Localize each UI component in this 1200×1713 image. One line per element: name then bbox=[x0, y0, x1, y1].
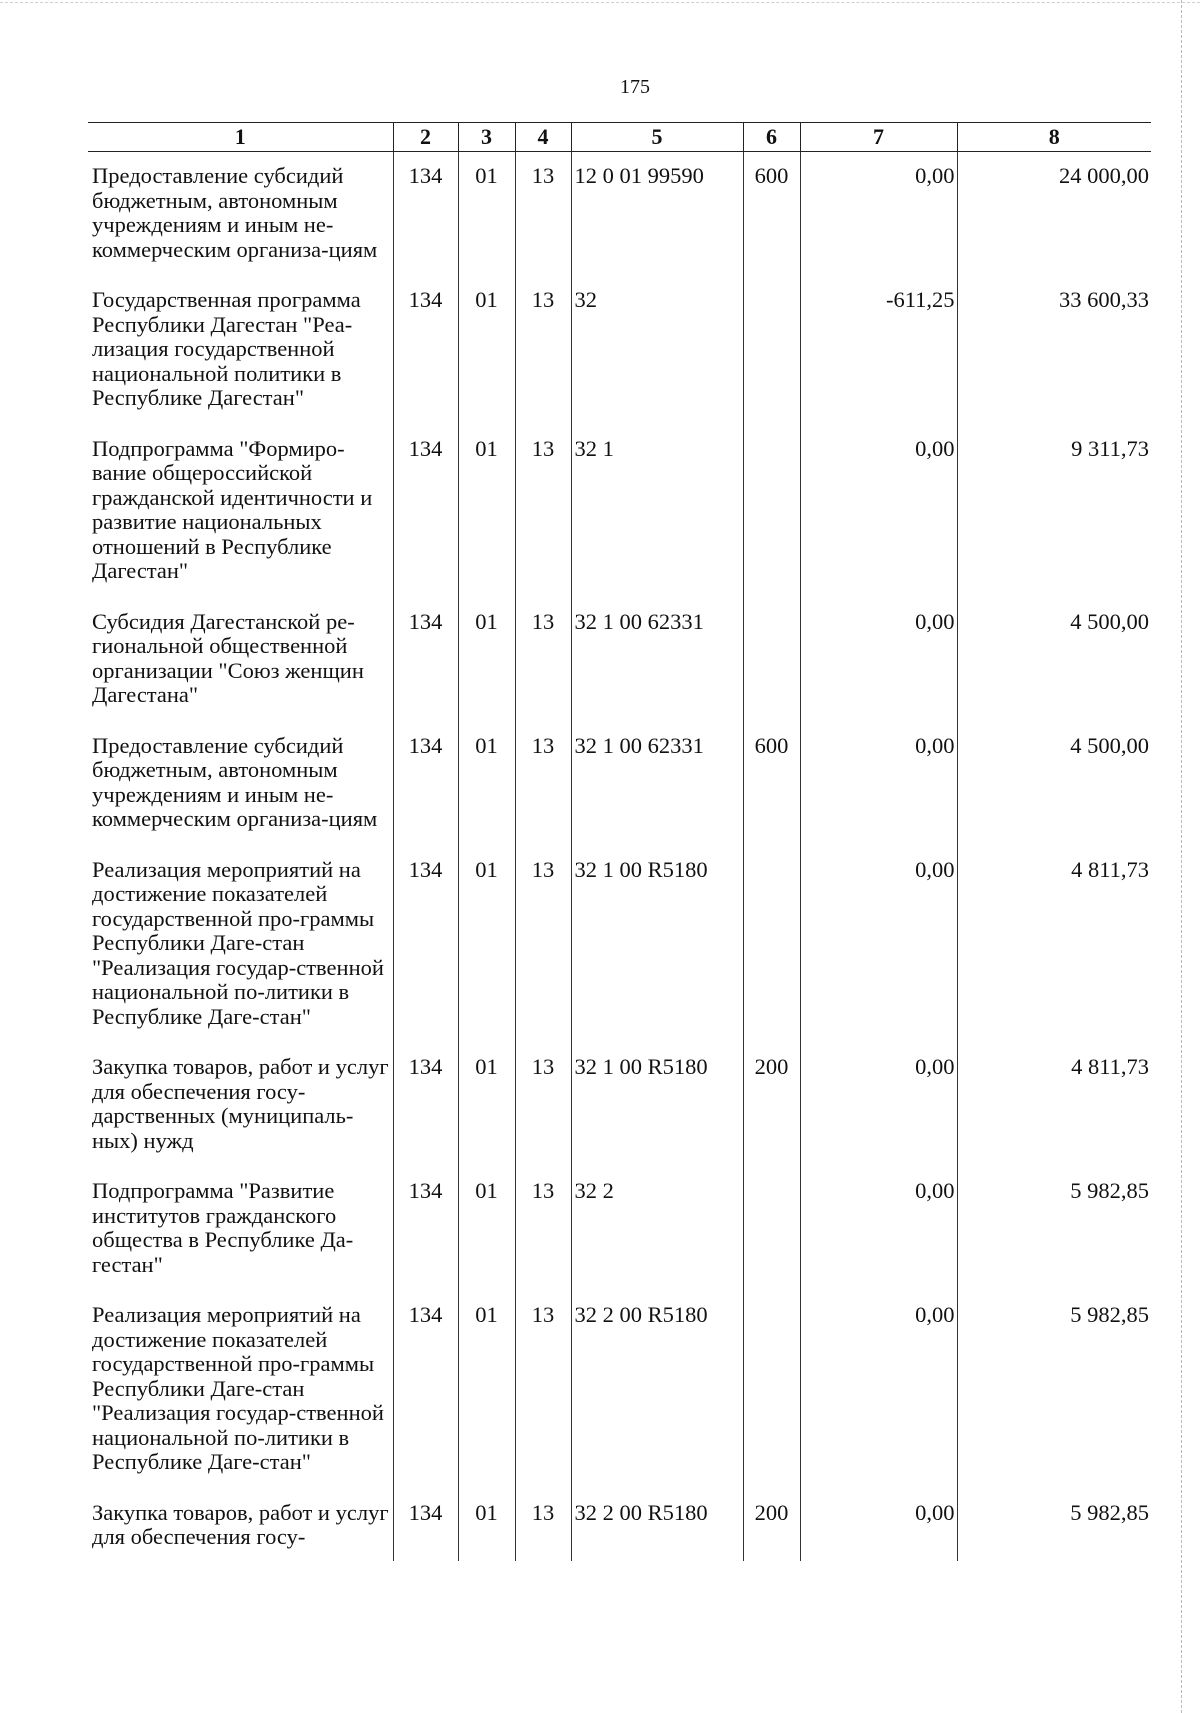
row-name: Подпрограмма "Развитие институтов гражданского общества в Республике Да-гестан" bbox=[92, 1178, 354, 1277]
row-name: Подпрограмма "Формиро-вание общероссийской гражданской идентичности и развитие национальных отношений в Республике Дагестан" bbox=[92, 435, 373, 583]
row-gr-code: 134 bbox=[393, 1291, 458, 1489]
header-col-5: 5 bbox=[571, 123, 743, 152]
row-change-amount: 0,00 bbox=[800, 1489, 957, 1561]
row-target-article: 32 2 00 R5180 bbox=[571, 1291, 743, 1489]
row-subsection: 13 bbox=[515, 1489, 571, 1561]
row-gr-code: 134 bbox=[393, 846, 458, 1044]
row-target-article: 12 0 01 99590 bbox=[571, 152, 743, 277]
row-change-amount: 0,00 bbox=[800, 598, 957, 722]
row-subsection: 13 bbox=[515, 846, 571, 1044]
row-target-article: 32 1 00 R5180 bbox=[571, 846, 743, 1044]
row-expense-type: 200 bbox=[743, 1489, 800, 1561]
header-col-1: 1 bbox=[88, 123, 393, 152]
row-total-amount: 33 600,33 bbox=[957, 276, 1151, 425]
row-target-article: 32 1 00 62331 bbox=[571, 722, 743, 846]
row-name: Предоставление субсидий бюджетным, автономным учреждениям и иным не-коммерческим организа-циям bbox=[92, 732, 378, 831]
table-row bbox=[88, 598, 1151, 722]
row-target-article: 32 bbox=[571, 276, 743, 425]
table-row bbox=[88, 1167, 1151, 1291]
row-expense-type: 200 bbox=[743, 1043, 800, 1167]
row-expense-type bbox=[743, 1167, 800, 1291]
header-col-3: 3 bbox=[458, 123, 515, 152]
row-total-amount: 24 000,00 bbox=[957, 152, 1151, 277]
budget-table bbox=[88, 122, 1151, 1561]
header-col-8: 8 bbox=[957, 123, 1151, 152]
row-change-amount: 0,00 bbox=[800, 1167, 957, 1291]
budget-table-container bbox=[88, 122, 1151, 1561]
row-section: 01 bbox=[458, 846, 515, 1044]
row-total-amount: 4 811,73 bbox=[957, 1043, 1151, 1167]
row-name: Субсидия Дагестанской ре-гиональной общественной организации "Союз женщин Дагестана" bbox=[92, 608, 364, 707]
row-subsection: 13 bbox=[515, 598, 571, 722]
row-expense-type bbox=[743, 846, 800, 1044]
row-total-amount: 5 982,85 bbox=[957, 1291, 1151, 1489]
row-section: 01 bbox=[458, 598, 515, 722]
row-section: 01 bbox=[458, 425, 515, 598]
table-body bbox=[88, 152, 1151, 1561]
row-expense-type bbox=[743, 1291, 800, 1489]
table-row bbox=[88, 1291, 1151, 1489]
row-subsection: 13 bbox=[515, 152, 571, 277]
row-change-amount: -611,25 bbox=[800, 276, 957, 425]
row-target-article: 32 2 00 R5180 bbox=[571, 1489, 743, 1561]
row-subsection: 13 bbox=[515, 1167, 571, 1291]
row-total-amount: 4 500,00 bbox=[957, 598, 1151, 722]
row-gr-code: 134 bbox=[393, 1167, 458, 1291]
row-gr-code: 134 bbox=[393, 1043, 458, 1167]
row-expense-type: 600 bbox=[743, 722, 800, 846]
row-target-article: 32 1 bbox=[571, 425, 743, 598]
scan-top-edge bbox=[0, 2, 1200, 4]
row-section: 01 bbox=[458, 1489, 515, 1561]
table-row bbox=[88, 1043, 1151, 1167]
row-total-amount: 4 500,00 bbox=[957, 722, 1151, 846]
row-total-amount: 5 982,85 bbox=[957, 1489, 1151, 1561]
header-col-7: 7 bbox=[800, 123, 957, 152]
row-change-amount: 0,00 bbox=[800, 425, 957, 598]
header-col-6: 6 bbox=[743, 123, 800, 152]
row-target-article: 32 2 bbox=[571, 1167, 743, 1291]
row-expense-type: 600 bbox=[743, 152, 800, 277]
table-row bbox=[88, 1489, 1151, 1561]
row-total-amount: 5 982,85 bbox=[957, 1167, 1151, 1291]
table-row bbox=[88, 846, 1151, 1044]
row-gr-code: 134 bbox=[393, 598, 458, 722]
row-subsection: 13 bbox=[515, 276, 571, 425]
row-gr-code: 134 bbox=[393, 276, 458, 425]
table-row bbox=[88, 722, 1151, 846]
row-section: 01 bbox=[458, 276, 515, 425]
row-expense-type bbox=[743, 276, 800, 425]
row-section: 01 bbox=[458, 1043, 515, 1167]
row-section: 01 bbox=[458, 1291, 515, 1489]
table-header-row bbox=[88, 123, 1151, 152]
row-subsection: 13 bbox=[515, 722, 571, 846]
row-section: 01 bbox=[458, 1167, 515, 1291]
row-total-amount: 4 811,73 bbox=[957, 846, 1151, 1044]
row-target-article: 32 1 00 R5180 bbox=[571, 1043, 743, 1167]
row-change-amount: 0,00 bbox=[800, 1043, 957, 1167]
row-name: Реализация мероприятий на достижение показателей государственной про-граммы Республики Даге-стан "Реализация государ-ственной национальной по-литики в Республике Даге-стан" bbox=[92, 856, 384, 1029]
row-section: 01 bbox=[458, 722, 515, 846]
row-name: Реализация мероприятий на достижение показателей государственной про-граммы Республики Даге-стан "Реализация государ-ственной национальной по-литики в Республике Даге-стан" bbox=[92, 1302, 384, 1474]
row-expense-type bbox=[743, 598, 800, 722]
row-total-amount: 9 311,73 bbox=[957, 425, 1151, 598]
row-gr-code: 134 bbox=[393, 722, 458, 846]
row-subsection: 13 bbox=[515, 1291, 571, 1489]
row-change-amount: 0,00 bbox=[800, 722, 957, 846]
page-number: 175 bbox=[620, 76, 650, 98]
table-row bbox=[88, 276, 1151, 425]
table-row bbox=[88, 425, 1151, 598]
table-row bbox=[88, 152, 1151, 277]
row-change-amount: 0,00 bbox=[800, 152, 957, 277]
row-subsection: 13 bbox=[515, 1043, 571, 1167]
row-gr-code: 134 bbox=[393, 425, 458, 598]
scan-right-edge bbox=[1181, 0, 1183, 1713]
row-name: Государственная программа Республики Дагестан "Реа-лизация государственной национальной политики в Республике Дагестан" bbox=[92, 287, 361, 410]
row-section: 01 bbox=[458, 152, 515, 277]
row-expense-type bbox=[743, 425, 800, 598]
row-name: Закупка товаров, работ и услуг для обеспечения госу-дарственных (муниципаль-ных) нужд bbox=[92, 1054, 389, 1153]
header-col-2: 2 bbox=[393, 123, 458, 152]
row-target-article: 32 1 00 62331 bbox=[571, 598, 743, 722]
row-change-amount: 0,00 bbox=[800, 1291, 957, 1489]
row-name: Предоставление субсидий бюджетным, автономным учреждениям и иным не-коммерческим организа-циям bbox=[92, 163, 378, 262]
row-gr-code: 134 bbox=[393, 152, 458, 277]
row-gr-code: 134 bbox=[393, 1489, 458, 1561]
row-subsection: 13 bbox=[515, 425, 571, 598]
header-col-4: 4 bbox=[515, 123, 571, 152]
row-change-amount: 0,00 bbox=[800, 846, 957, 1044]
row-name: Закупка товаров, работ и услуг для обеспечения госу- bbox=[92, 1499, 389, 1549]
